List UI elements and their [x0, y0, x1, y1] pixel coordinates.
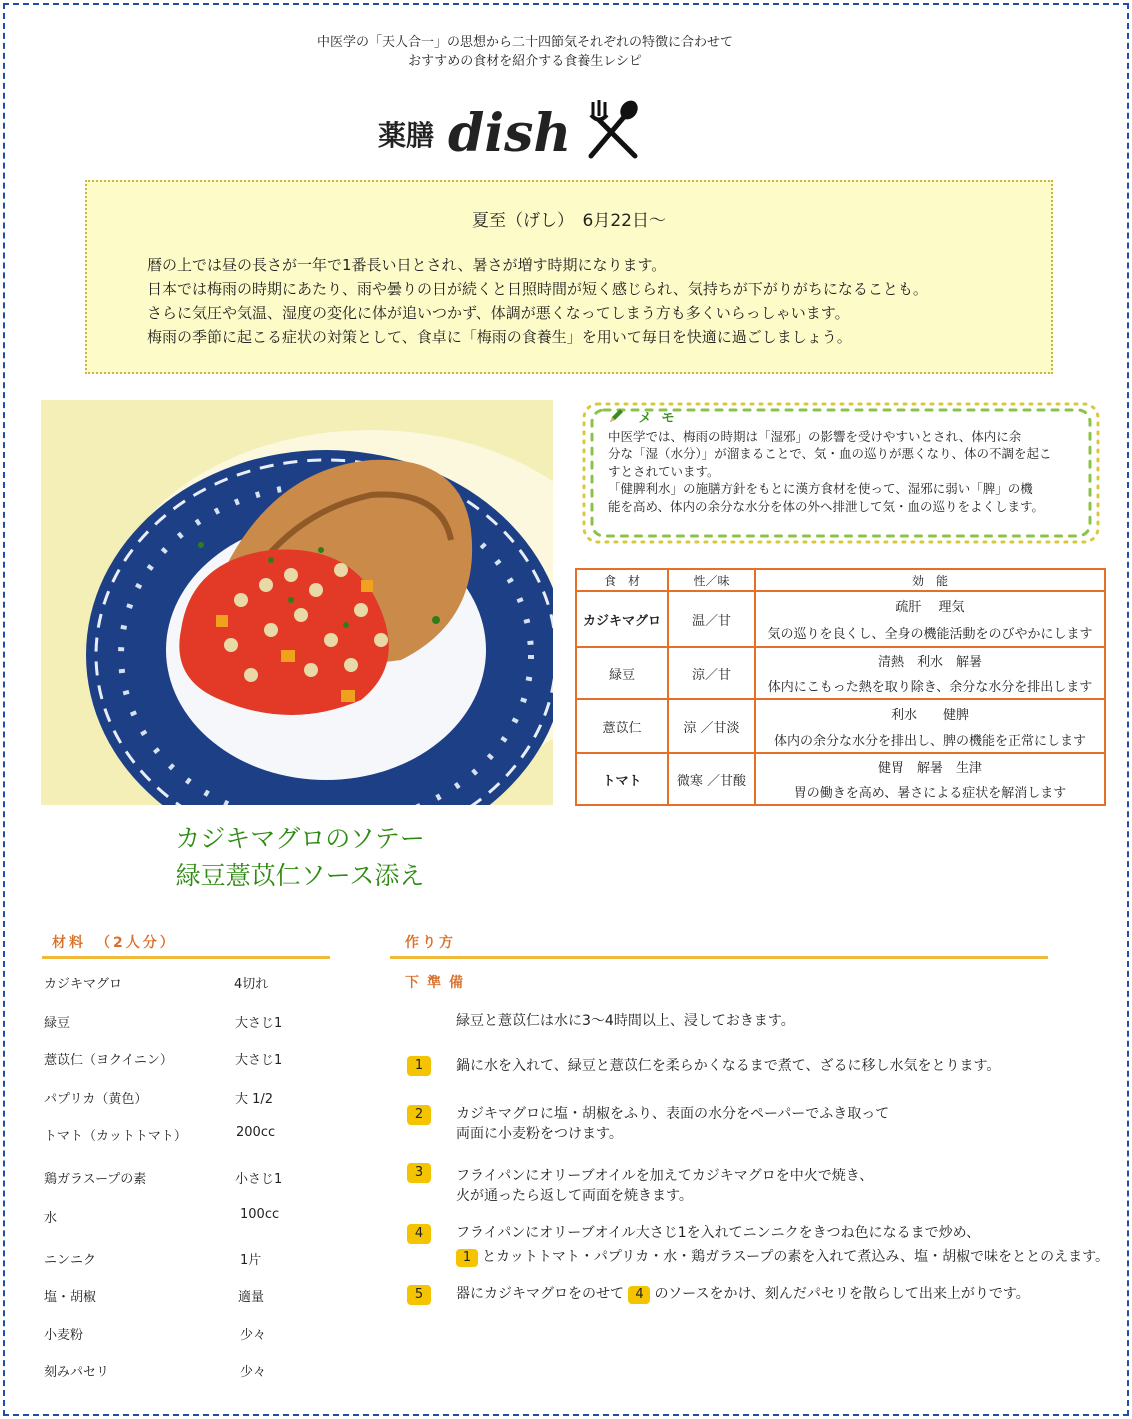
ingredient-row	[44, 1088, 274, 1107]
ingredient-name: 緑豆	[44, 1016, 71, 1031]
ingredient-amount: 適量	[238, 1290, 265, 1305]
step-line	[456, 1247, 1109, 1267]
effect-cell: 疏肝 理気	[755, 591, 1105, 619]
season-title: 夏至（げし） 6月22日～	[472, 211, 666, 231]
table-header-row	[576, 569, 1105, 591]
prep-heading: 下準備	[405, 975, 471, 991]
step-number-badge: 2	[407, 1105, 431, 1125]
ingredient-row	[44, 1168, 283, 1187]
table-row	[576, 591, 1105, 619]
memo-line: 中医学では、梅雨の時期は「湿邪」の影響を受けやすいとされ、体内に余	[608, 428, 1022, 444]
step-line: 両面に小麦粉をつけます。	[456, 1126, 623, 1142]
nature-cell: 温／甘	[668, 591, 755, 647]
ingredient-row	[44, 973, 269, 992]
step-line: カジキマグロに塩・胡椒をふり、表面の水分をペーパーでふき取って	[456, 1106, 890, 1122]
ingredient-name: パプリカ（黄色）	[44, 1092, 148, 1107]
ingredient-name: 水	[44, 1211, 58, 1226]
effect-desc-cell: 胃の働きを高め、暑さによる症状を解消します	[755, 779, 1105, 805]
ingredient-amount: 1片	[240, 1253, 262, 1268]
ingredient-amount: 4切れ	[234, 977, 269, 992]
step-line-text: 器にカジキマグロをのせて	[456, 1286, 624, 1302]
ingredient-name: 刻みパセリ	[44, 1365, 110, 1380]
brand-prefix: 薬膳	[378, 119, 435, 152]
ingredient-row	[44, 1249, 262, 1268]
effect-desc-cell: 体内にこもった熱を取り除き、余分な水分を排出します	[755, 673, 1105, 699]
nature-cell: 涼／甘	[668, 647, 755, 699]
ingredient-amount: 少々	[240, 1328, 267, 1343]
ingredient-name: 鶏ガラスープの素	[44, 1172, 147, 1187]
ingredient-name: 薏苡仁（ヨクイニン）	[44, 1053, 173, 1068]
nature-cell: 涼 ／甘淡	[668, 699, 755, 753]
ingredient-name: 小麦粉	[44, 1328, 84, 1343]
ingredient-amount: 少々	[240, 1365, 267, 1380]
ingredient-name: カジキマグロ	[44, 977, 123, 992]
pencil-icon	[608, 408, 624, 424]
memo-line: 能を高め、体内の余分な水分を体の外へ排泄して気・血の巡りをよくします。	[608, 498, 1045, 514]
step-ref-badge: 4	[628, 1286, 650, 1304]
food-properties-table	[575, 568, 1106, 806]
brand-name: dish	[448, 103, 572, 164]
column-header: 効 能	[755, 569, 1105, 591]
step-line: フライパンにオリーブオイル大さじ1を入れてニンニクをきつね色になるまで炒め、	[456, 1225, 981, 1241]
food-cell: カジキマグロ	[576, 591, 668, 647]
effect-desc-cell: 気の巡りを良くし、全身の機能活動をのびやかにします	[755, 619, 1105, 647]
table-row	[576, 753, 1105, 779]
column-header: 食 材	[576, 569, 668, 591]
intro-line-1: 中医学の「天人合一」の思想から二十四節気それぞれの特徴に合わせて	[316, 35, 733, 50]
ingredient-name: トマト（カットトマト）	[44, 1129, 187, 1144]
column-header: 性／味	[668, 569, 755, 591]
dish-title-line: 緑豆薏苡仁ソース添え	[175, 861, 425, 890]
season-line: さらに気圧や気温、湿度の変化に体が追いつかず、体調が悪くなってしまう方も多くいらっしゃいます。	[147, 304, 850, 322]
memo-line: 「健脾利水」の施膳方針をもとに漢方食材を使って、湿邪に弱い「脾」の機	[608, 481, 1033, 496]
season-box	[85, 180, 1053, 374]
step-text	[456, 1104, 889, 1144]
ingredient-name: ニンニク	[44, 1253, 97, 1268]
dish-title-line: カジキマグロのソテー	[175, 824, 425, 853]
ingredient-row	[44, 1012, 283, 1031]
table-row	[576, 647, 1105, 673]
step-text	[456, 1166, 873, 1206]
ingredient-row	[44, 1324, 267, 1343]
ingredient-amount: 大 1/2	[235, 1092, 274, 1107]
method-underline	[390, 956, 1048, 959]
step-line-text: とカットトマト・パプリカ・水・鶏ガラスープの素を入れて煮込み、塩・胡椒で味をととのえます。	[482, 1249, 1110, 1265]
step-number-badge: 4	[407, 1224, 431, 1244]
ingredient-amount: 200cc	[236, 1125, 276, 1140]
step-number-badge: 1	[407, 1056, 431, 1076]
ingredients-underline	[42, 956, 330, 959]
step-text: 鍋に水を入れて、緑豆と薏苡仁を柔らかくなるまで煮て、ざるに移し水気をとります。	[456, 1058, 1001, 1074]
effect-cell: 利水 健脾	[755, 699, 1105, 726]
season-text	[147, 253, 1051, 349]
ingredients-heading: 材料 （2人分）	[52, 935, 177, 951]
effect-desc-cell: 体内の余分な水分を排出し、脾の機能を正常にします	[755, 726, 1105, 753]
fork-spoon-icon	[585, 98, 643, 160]
ingredient-row	[44, 1286, 265, 1305]
nature-cell: 微寒 ／甘酸	[668, 753, 755, 805]
effect-cell: 健胃 解暑 生津	[755, 753, 1105, 779]
brand-logo	[378, 98, 643, 164]
season-line: 暦の上では昼の長さが一年で1番長い日とされ、暑さが増す時期になります。	[147, 256, 667, 274]
food-cell: 薏苡仁	[576, 699, 668, 753]
step-text	[456, 1284, 1030, 1304]
memo-line: すとされています。	[608, 463, 720, 479]
memo-line: 分な「湿（水分）」が溜まることで、気・血の巡りが悪くなり、体の不調を起こ	[608, 446, 1052, 461]
food-cell: 緑豆	[576, 647, 668, 699]
step-number-badge: 3	[407, 1163, 431, 1183]
method-heading: 作り方	[405, 935, 456, 951]
dish-photo	[41, 400, 553, 805]
step-line: フライパンにオリーブオイルを加えてカジキマグロを中火で焼き、	[456, 1168, 874, 1184]
step-line-text: のソースをかけ、刻んだパセリを散らして出来上がりです。	[654, 1286, 1030, 1302]
ingredient-amount: 100cc	[240, 1207, 280, 1222]
ingredient-amount: 大さじ1	[235, 1016, 283, 1031]
step-number-badge: 5	[407, 1285, 431, 1305]
ingredient-row	[44, 1125, 276, 1144]
season-line: 日本では梅雨の時期にあたり、雨や曇りの日が続くと日照時間が短く感じられ、気持ちが下がりがちになることも。	[147, 280, 928, 298]
intro-line-2: おすすめの食材を紹介する食養生レシピ	[408, 54, 642, 69]
ingredient-amount: 小さじ1	[235, 1172, 283, 1187]
step-ref-badge: 1	[456, 1249, 478, 1267]
prep-text: 緑豆と薏苡仁は水に3～4時間以上、浸しておきます。	[456, 1013, 795, 1029]
step-line: 火が通ったら返して両面を焼きます。	[456, 1188, 693, 1204]
food-cell: トマト	[576, 753, 668, 805]
season-line: 梅雨の季節に起こる症状の対策として、食卓に「梅雨の食養生」を用いて毎日を快適に過ごしましょう。	[147, 328, 852, 346]
memo-heading: メモ	[638, 411, 685, 426]
dish-title	[140, 820, 460, 894]
memo-box	[578, 398, 1104, 548]
ingredient-row	[44, 1207, 280, 1226]
ingredient-name: 塩・胡椒	[44, 1290, 97, 1305]
effect-cell: 清熱 利水 解暑	[755, 647, 1105, 673]
memo-content	[608, 408, 1078, 515]
ingredient-amount: 大さじ1	[235, 1053, 283, 1068]
ingredient-row	[44, 1049, 283, 1068]
step-text	[456, 1223, 1109, 1267]
table-row	[576, 699, 1105, 726]
ingredient-row	[44, 1361, 267, 1380]
